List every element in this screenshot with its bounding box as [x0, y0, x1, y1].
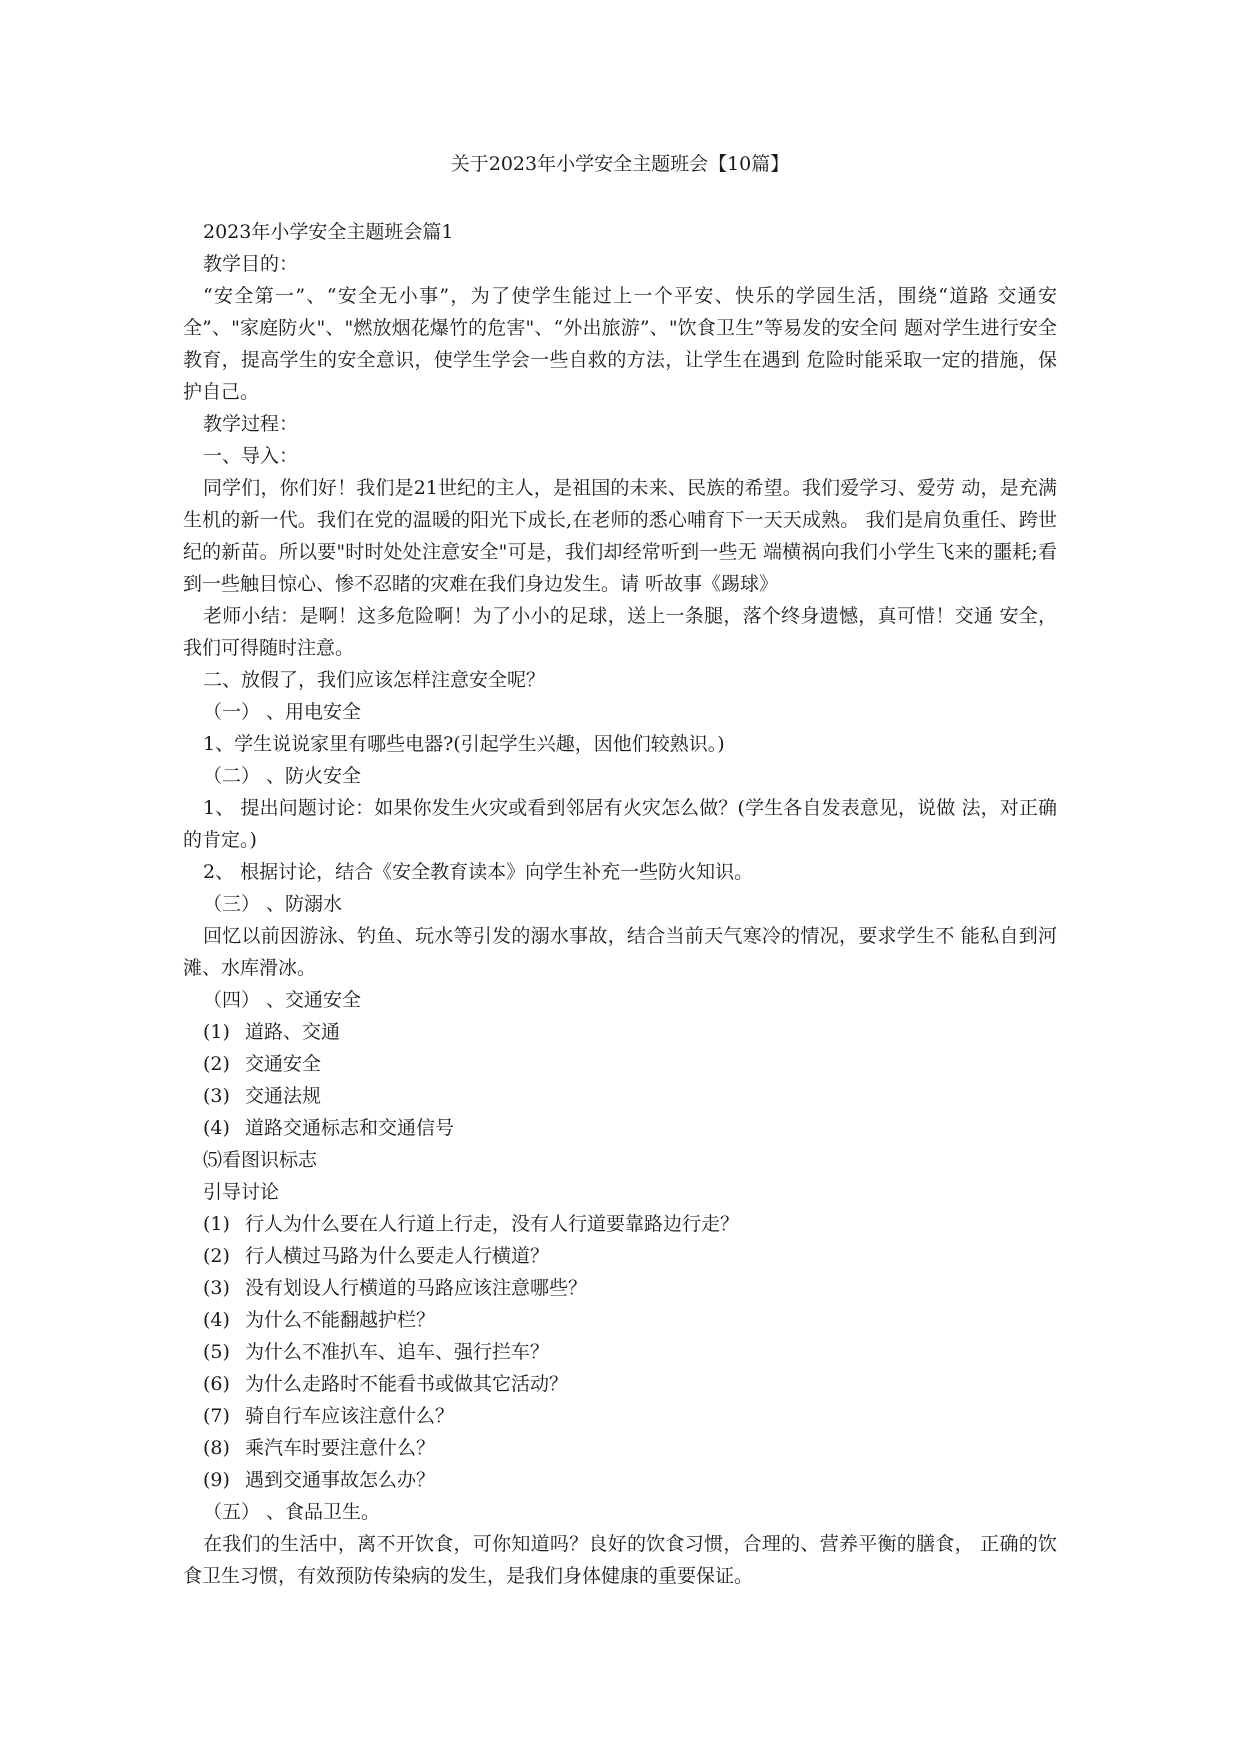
drowning-text: 回忆以前因游泳、钓鱼、玩水等引发的溺水事故，结合当前天气寒冷的情况，要求学生不 能私自到河滩、水库滑冰。 — [183, 925, 1057, 979]
list-item: (5) 为什么不准扒车、追车、强行拦车？ — [203, 1341, 550, 1363]
list-item: (7) 骑自行车应该注意什么？ — [203, 1405, 455, 1427]
intro-heading: 一、导入： — [203, 445, 299, 467]
discussion-heading: 引导讨论 — [203, 1181, 280, 1203]
food-hygiene-text: 在我们的生活中，离不开饮食，可你知道吗？良好的饮食习惯，合理的、营养平衡的膳食， 正确的饮食卫生习惯，有效预防传染病的发生，是我们身体健康的重要保证。 — [183, 1533, 1057, 1587]
list-item: (4) 为什么不能翻越护栏？ — [203, 1309, 436, 1331]
traffic-safety-heading: （四） 、交通安全 — [203, 989, 362, 1011]
list-item: (2) 行人横过马路为什么要走人行横道？ — [203, 1245, 550, 1267]
holiday-safety-heading: 二、放假了，我们应该怎样注意安全呢？ — [203, 669, 546, 691]
sign-reading-item: ⑸看图识标志 — [203, 1149, 318, 1171]
list-item: (3) 没有划设人行横道的马路应该注意哪些？ — [203, 1277, 588, 1299]
fire-safety-item-1: 1、 提出问题讨论：如果你发生火灾或看到邻居有火灾怎么做？(学生各自发表意见，说做 法，对正确的肯定。) — [183, 797, 1057, 851]
intro-text: 同学们，你们好！我们是21世纪的主人，是祖国的未来、民族的希望。我们爱学习、爱劳 动，是充满生机的新一代。我们在党的温暖的阳光下成长,在老师的悉心哺育下一天天成熟。 我们是肩负重任、跨世纪的新苗。所以要"时时处处注意安全"可是，我们却经常听到一些无 端横祸向我们小学生飞来的噩耗;看到一些触目惊心、惨不忍睹的灾难在我们身边发生。请 听故事《踢球》 — [183, 477, 1057, 595]
drowning-heading: （三） 、防溺水 — [203, 893, 343, 915]
list-item: (2) 交通安全 — [203, 1053, 322, 1075]
teaching-goal-label: 教学目的： — [203, 253, 299, 275]
electric-safety-text: 1、学生说说家里有哪些电器?(引起学生兴趣，因他们较熟识。) — [203, 733, 725, 755]
fire-safety-item-2: 2、 根据讨论，结合《安全教育读本》向学生补充一些防火知识。 — [203, 861, 754, 883]
list-item: (4) 道路交通标志和交通信号 — [203, 1117, 455, 1139]
list-item: (3) 交通法规 — [203, 1085, 322, 1107]
electric-safety-heading: （一） 、用电安全 — [203, 701, 362, 723]
list-item: (1) 道路、交通 — [203, 1021, 341, 1043]
document-body — [183, 216, 1057, 1592]
food-hygiene-heading: （五） 、食品卫生。 — [203, 1501, 381, 1523]
teacher-summary: 老师小结：是啊！这多危险啊！为了小小的足球，送上一条腿，落个终身遗憾，真可惜！交通 安全，我们可得随时注意。 — [183, 605, 1057, 659]
list-item: (9) 遇到交通事故怎么办？ — [203, 1469, 436, 1491]
list-item: (6) 为什么走路时不能看书或做其它活动？ — [203, 1373, 569, 1395]
list-item: (8) 乘汽车时要注意什么？ — [203, 1437, 436, 1459]
list-item: (1) 行人为什么要在人行道上行走，没有人行道要靠路边行走？ — [203, 1213, 740, 1235]
fire-safety-heading: （二） 、防火安全 — [203, 765, 362, 787]
teaching-goal-text: “安全第一”、“安全无小事”，为了使学生能过上一个平安、快乐的学园生活，围绕“道路 交通安全”、"家庭防火"、"燃放烟花爆竹的危害"、“外出旅游”、"饮食卫生”等易发的安全问 题对学生进行安全教育，提高学生的安全意识，使学生学会一些自救的方法，让学生在遇到 危险时能采取一定的措施，保护自己。 — [183, 285, 1057, 403]
teaching-process-label: 教学过程： — [203, 413, 299, 435]
document-title: 关于2023年小学安全主题班会【10篇】 — [450, 153, 790, 175]
section-heading: 2023年小学安全主题班会篇1 — [203, 221, 454, 243]
